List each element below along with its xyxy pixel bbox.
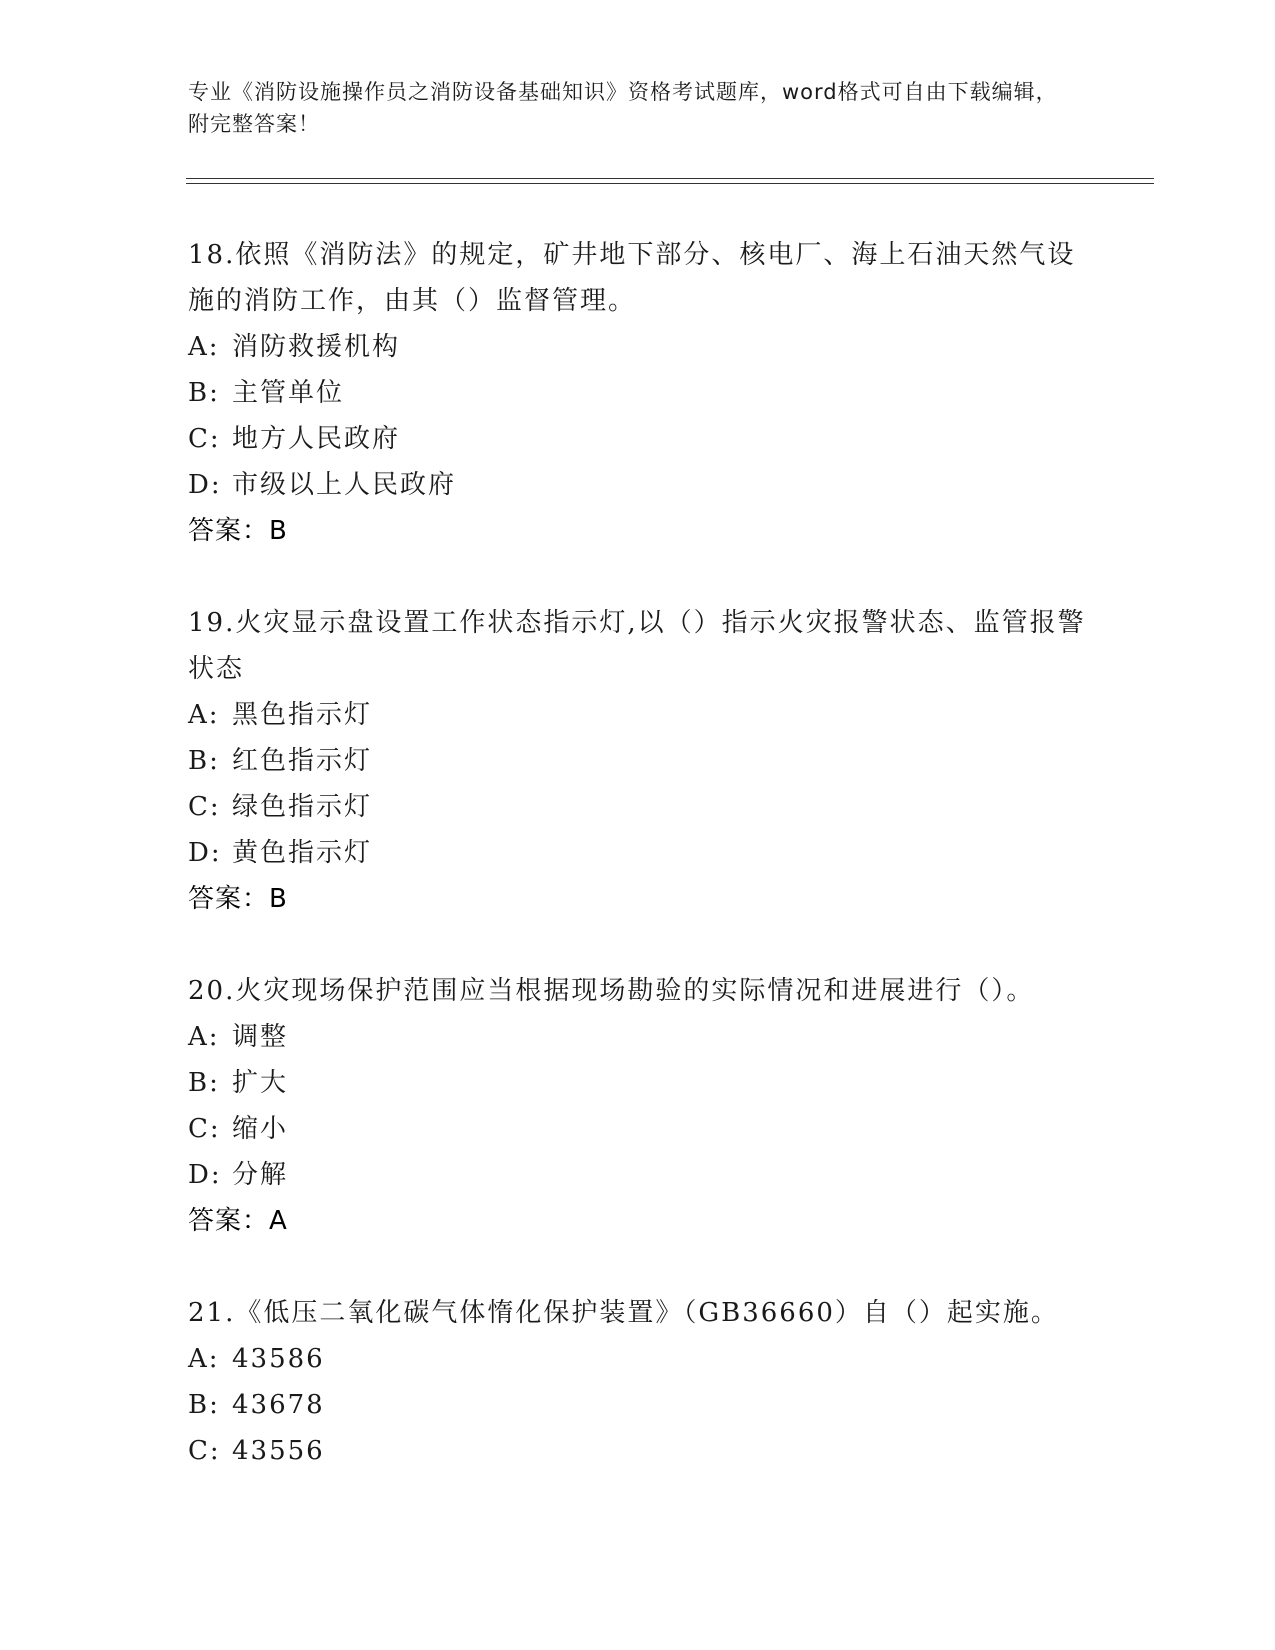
- option-a: [188, 324, 1088, 370]
- answer-line: 答案：B: [188, 884, 288, 914]
- option-key: C:: [188, 792, 221, 822]
- option-text: 调整: [232, 1022, 289, 1052]
- option-b: [188, 1060, 1088, 1106]
- option-d: [188, 830, 1088, 876]
- question-20: [188, 968, 1088, 1244]
- option-key: C:: [188, 1436, 221, 1466]
- option-key: A:: [188, 1022, 220, 1052]
- option-key: B:: [188, 1068, 220, 1098]
- option-key: A:: [188, 1344, 220, 1374]
- option-text: 市级以上人民政府: [232, 470, 457, 500]
- option-key: B:: [188, 378, 220, 408]
- option-key: D:: [188, 1160, 222, 1190]
- question-text: 18.依照《消防法》的规定，矿井地下部分、核电厂、海上石油天然气设施的消防工作，由其（）监督管理。: [188, 240, 1076, 316]
- question-text: 20.火灾现场保护范围应当根据现场勘验的实际情况和进展进行（）。: [188, 976, 1035, 1006]
- option-b: [188, 1382, 1088, 1428]
- option-c: [188, 1106, 1088, 1152]
- answer-line: 答案：A: [188, 1206, 288, 1236]
- option-key: D:: [188, 470, 222, 500]
- option-key: A:: [188, 700, 220, 730]
- option-b: [188, 738, 1088, 784]
- document-intro: 专业《消防设施操作员之消防设备基础知识》资格考试题库，word格式可自由下载编辑，附完整答案！: [188, 80, 1058, 136]
- answer-line: 答案：B: [188, 516, 288, 546]
- option-text: 43678: [232, 1390, 325, 1420]
- option-c: [188, 416, 1088, 462]
- option-text: 主管单位: [232, 378, 345, 408]
- option-text: 43586: [232, 1344, 325, 1374]
- option-key: B:: [188, 1390, 220, 1420]
- question-18: [188, 232, 1088, 554]
- option-b: [188, 370, 1088, 416]
- option-text: 黄色指示灯: [232, 838, 373, 868]
- question-text: 19.火灾显示盘设置工作状态指示灯,以（）指示火灾报警状态、监管报警状态: [188, 608, 1086, 684]
- option-text: 绿色指示灯: [232, 792, 373, 822]
- option-key: C:: [188, 424, 221, 454]
- option-text: 消防救援机构: [232, 332, 401, 362]
- option-text: 黑色指示灯: [232, 700, 373, 730]
- question-19: [188, 600, 1088, 922]
- option-text: 扩大: [232, 1068, 289, 1098]
- option-text: 红色指示灯: [232, 746, 373, 776]
- option-text: 43556: [232, 1436, 325, 1466]
- option-key: D:: [188, 838, 222, 868]
- question-text: 21.《低压二氧化碳气体惰化保护装置》（GB36660）自（）起实施。: [188, 1298, 1059, 1328]
- option-a: [188, 1336, 1088, 1382]
- option-c: [188, 784, 1088, 830]
- option-d: [188, 462, 1088, 508]
- header-divider: [186, 178, 1154, 184]
- question-21: [188, 1290, 1088, 1474]
- option-key: C:: [188, 1114, 221, 1144]
- question-list: [188, 232, 1088, 1520]
- option-c: [188, 1428, 1088, 1474]
- option-key: A:: [188, 332, 220, 362]
- option-key: B:: [188, 746, 220, 776]
- option-a: [188, 692, 1088, 738]
- option-text: 分解: [232, 1160, 289, 1190]
- option-text: 缩小: [232, 1114, 289, 1144]
- option-d: [188, 1152, 1088, 1198]
- option-a: [188, 1014, 1088, 1060]
- option-text: 地方人民政府: [232, 424, 401, 454]
